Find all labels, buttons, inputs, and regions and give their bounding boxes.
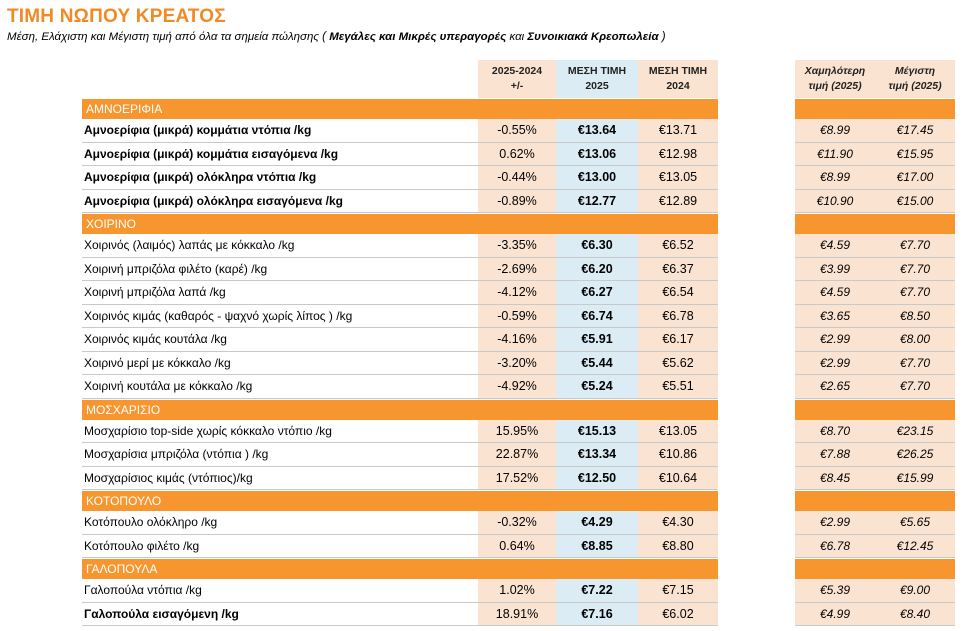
max-price-cell: €5.65 (899, 515, 931, 529)
change-cell: 22.87% (478, 443, 556, 466)
min-max-row (795, 190, 955, 214)
header-change: 2025-2024 +/- (478, 60, 556, 98)
header-avg-2025: ΜΕΣΗ ΤΙΜΗ 2025 (556, 60, 638, 98)
max-price-cell: €12.45 (896, 538, 934, 553)
max-price-cell: €15.99 (896, 470, 934, 485)
avg-2024-cell: €13.05 (638, 420, 718, 443)
min-price-cell: €3.99 (819, 261, 851, 276)
change-cell: -0.32% (478, 511, 556, 534)
min-max-row (795, 535, 955, 559)
table-row (82, 143, 718, 167)
table-row (82, 281, 718, 305)
product-name: Αμνοερίφια (μικρά) κομμάτια ντόπια /kg (84, 123, 312, 137)
avg-2025-cell: €15.13 (556, 420, 638, 443)
table-row (82, 119, 718, 143)
change-cell: 18.91% (478, 603, 556, 626)
avg-2025-cell: €13.00 (556, 166, 638, 189)
max-price-cell: €7.70 (899, 285, 931, 299)
min-price-cell: €2.99 (819, 355, 851, 370)
avg-2024-cell: €13.05 (638, 166, 718, 189)
avg-2024-cell: €5.62 (638, 352, 718, 375)
max-price-cell: €17.45 (896, 123, 934, 137)
product-name: Μοσχαρίσιος κιμάς (ντόπιος)/kg (84, 470, 253, 485)
change-cell: 15.95% (478, 420, 556, 443)
product-name: Αμνοερίφια (μικρά) ολόκληρα εισαγόμενα /kg (84, 193, 343, 208)
max-price-cell: €9.00 (899, 583, 931, 597)
change-cell: -3.35% (478, 234, 556, 257)
product-name: Μοσχαρίσιο top-side χωρίς κόκκαλο ντόπιο /kg (84, 423, 332, 438)
avg-2025-cell: €12.50 (556, 467, 638, 490)
min-max-row (795, 443, 955, 467)
table-row (82, 603, 718, 627)
category-header: ΑΜΝΟΕΡΙΦΙΑ (82, 99, 718, 119)
max-price-cell: €15.00 (896, 193, 934, 208)
table-row (82, 579, 718, 603)
avg-2024-cell: €12.89 (638, 190, 718, 213)
table-row (82, 420, 718, 444)
product-name: Χοιρινό μερί με κόκκαλο /kg (84, 355, 231, 370)
change-cell: -4.16% (478, 328, 556, 351)
min-max-table (795, 60, 955, 626)
price-table (82, 60, 718, 626)
table-row (82, 166, 718, 190)
table-row (82, 443, 718, 467)
min-max-row (795, 420, 955, 444)
avg-2025-cell: €8.85 (556, 535, 638, 558)
category-header: ΜΟΣΧΑΡΙΣΙΟ (82, 400, 718, 420)
avg-2025-cell: €4.29 (556, 511, 638, 534)
min-max-row (795, 328, 955, 352)
min-price-cell: €4.99 (819, 606, 851, 621)
category-header: ΧΟΙΡΙΝΟ (82, 214, 718, 234)
product-name: Μοσχαρίσια μπριζόλα (ντόπια ) /kg (84, 447, 269, 461)
change-cell: -4.92% (478, 375, 556, 398)
change-cell: -0.55% (478, 119, 556, 142)
change-cell: -0.44% (478, 166, 556, 189)
avg-2025-cell: €5.24 (556, 375, 638, 398)
avg-2025-cell: €12.77 (556, 190, 638, 213)
product-name: Κοτόπουλο ολόκληρο /kg (84, 515, 218, 529)
table-row (82, 258, 718, 282)
avg-2024-cell: €13.71 (638, 119, 718, 142)
min-max-row (795, 352, 955, 376)
min-price-cell: €8.45 (819, 470, 851, 485)
change-cell: 0.64% (478, 535, 556, 558)
min-price-cell: €7.88 (819, 447, 851, 461)
avg-2024-cell: €6.02 (638, 603, 718, 626)
category-band (795, 99, 955, 119)
min-price-cell: €8.70 (819, 423, 851, 438)
max-price-cell: €8.00 (899, 332, 931, 346)
avg-2024-cell: €12.98 (638, 143, 718, 166)
product-name: Χοιρινή κουτάλα με κόκκαλο /kg (84, 379, 253, 393)
table-row (82, 234, 718, 258)
min-max-row (795, 281, 955, 305)
table-row (82, 535, 718, 559)
avg-2025-cell: €7.22 (556, 579, 638, 602)
min-price-cell: €8.99 (819, 170, 851, 184)
min-price-cell: €8.99 (819, 123, 851, 137)
avg-2024-cell: €4.30 (638, 511, 718, 534)
min-price-cell: €10.90 (816, 193, 854, 208)
max-price-cell: €7.70 (899, 238, 931, 252)
avg-2024-cell: €7.15 (638, 579, 718, 602)
min-max-row (795, 234, 955, 258)
avg-2024-cell: €6.17 (638, 328, 718, 351)
avg-2024-cell: €8.80 (638, 535, 718, 558)
change-cell: 1.02% (478, 579, 556, 602)
avg-2024-cell: €10.86 (638, 443, 718, 466)
max-price-cell: €7.70 (899, 355, 931, 370)
change-cell: -0.59% (478, 305, 556, 328)
avg-2025-cell: €6.30 (556, 234, 638, 257)
table-row (82, 511, 718, 535)
product-name: Γαλοπούλα ντόπια /kg (84, 583, 202, 597)
min-max-row (795, 579, 955, 603)
product-name: Αμνοερίφια (μικρά) ολόκληρα ντόπια /kg (84, 170, 317, 184)
product-name: Χοιρινός κιμάς (καθαρός - ψαχνό χωρίς λίπος ) /kg (84, 308, 353, 323)
min-max-row (795, 467, 955, 491)
product-name: Χοιρινή μπριζόλα φιλέτο (καρέ) /kg (84, 261, 268, 276)
min-price-cell: €5.39 (819, 583, 851, 597)
change-cell: -4.12% (478, 281, 556, 304)
header-max: Μέγιστη τιμή (2025) (875, 60, 955, 98)
avg-2025-cell: €13.64 (556, 119, 638, 142)
table-row (82, 375, 718, 399)
product-name: Αμνοερίφια (μικρά) κομμάτια εισαγόμενα /kg (84, 146, 339, 161)
min-max-row (795, 258, 955, 282)
min-max-row (795, 375, 955, 399)
avg-2024-cell: €6.52 (638, 234, 718, 257)
min-price-cell: €4.59 (819, 285, 851, 299)
category-header: ΓΑΛΟΠΟΥΛΑ (82, 559, 718, 579)
min-max-row (795, 603, 955, 627)
min-price-cell: €6.78 (819, 538, 851, 553)
change-cell: -2.69% (478, 258, 556, 281)
change-cell: 0.62% (478, 143, 556, 166)
min-price-cell: €4.59 (819, 238, 851, 252)
max-price-cell: €26.25 (896, 447, 934, 461)
category-header: ΚΟΤΟΠΟΥΛΟ (82, 491, 718, 511)
avg-2025-cell: €6.20 (556, 258, 638, 281)
product-name: Χοιρινός κιμάς κουτάλα /kg (84, 332, 227, 346)
header-min: Χαμηλότερη τιμή (2025) (795, 60, 875, 98)
avg-2024-cell: €6.54 (638, 281, 718, 304)
product-name: Χοιρινή μπριζόλα λαπά /kg (84, 285, 226, 299)
table-row (82, 190, 718, 214)
max-price-cell: €7.70 (899, 379, 931, 393)
change-cell: 17.52% (478, 467, 556, 490)
avg-2025-cell: €7.16 (556, 603, 638, 626)
page-subtitle: Μέση, Ελάχιστη και Μέγιστη τιμή από όλα τα σημεία πώλησης ( Μεγάλες και Μικρές υπεραγορές και Συνοικιακά Κρεοπωλεία ) (7, 31, 666, 43)
avg-2025-cell: €5.44 (556, 352, 638, 375)
min-price-cell: €2.99 (819, 332, 851, 346)
min-max-row (795, 511, 955, 535)
min-price-cell: €11.90 (817, 146, 853, 161)
table-row (82, 305, 718, 329)
min-max-row (795, 166, 955, 190)
max-price-cell: €7.70 (899, 261, 931, 276)
avg-2024-cell: €5.51 (638, 375, 718, 398)
table-row (82, 352, 718, 376)
avg-2025-cell: €5.91 (556, 328, 638, 351)
min-price-cell: €2.99 (819, 515, 851, 529)
category-band (795, 559, 955, 579)
avg-2024-cell: €6.78 (638, 305, 718, 328)
table-header (82, 60, 718, 98)
avg-2025-cell: €6.74 (556, 305, 638, 328)
avg-2025-cell: €13.34 (556, 443, 638, 466)
min-max-row (795, 305, 955, 329)
max-price-cell: €8.50 (899, 308, 931, 323)
product-name: Κοτόπουλο φιλέτο /kg (84, 538, 200, 553)
change-cell: -3.20% (478, 352, 556, 375)
avg-2025-cell: €6.27 (556, 281, 638, 304)
min-max-row (795, 143, 955, 167)
category-band (795, 400, 955, 420)
page-title: ΤΙΜΗ ΝΩΠΟΥ ΚΡΕΑΤΟΣ (7, 6, 226, 27)
max-price-cell: €17.00 (896, 170, 934, 184)
avg-2024-cell: €10.64 (638, 467, 718, 490)
table-row (82, 328, 718, 352)
max-price-cell: €8.40 (899, 606, 931, 621)
product-name: Χοιρινός (λαιμός) λαπάς με κόκκαλο /kg (84, 238, 295, 252)
side-header (795, 60, 955, 98)
table-row (82, 467, 718, 491)
category-band (795, 491, 955, 511)
max-price-cell: €15.95 (896, 146, 934, 161)
change-cell: -0.89% (478, 190, 556, 213)
avg-2024-cell: €6.37 (638, 258, 718, 281)
min-price-cell: €2.65 (819, 379, 851, 393)
max-price-cell: €23.15 (896, 423, 934, 438)
header-avg-2024: ΜΕΣΗ ΤΙΜΗ 2024 (638, 60, 718, 98)
min-price-cell: €3.65 (819, 308, 851, 323)
avg-2025-cell: €13.06 (556, 143, 638, 166)
product-name: Γαλοπούλα εισαγόμενη /kg (84, 606, 239, 621)
category-band (795, 214, 955, 234)
min-max-row (795, 119, 955, 143)
